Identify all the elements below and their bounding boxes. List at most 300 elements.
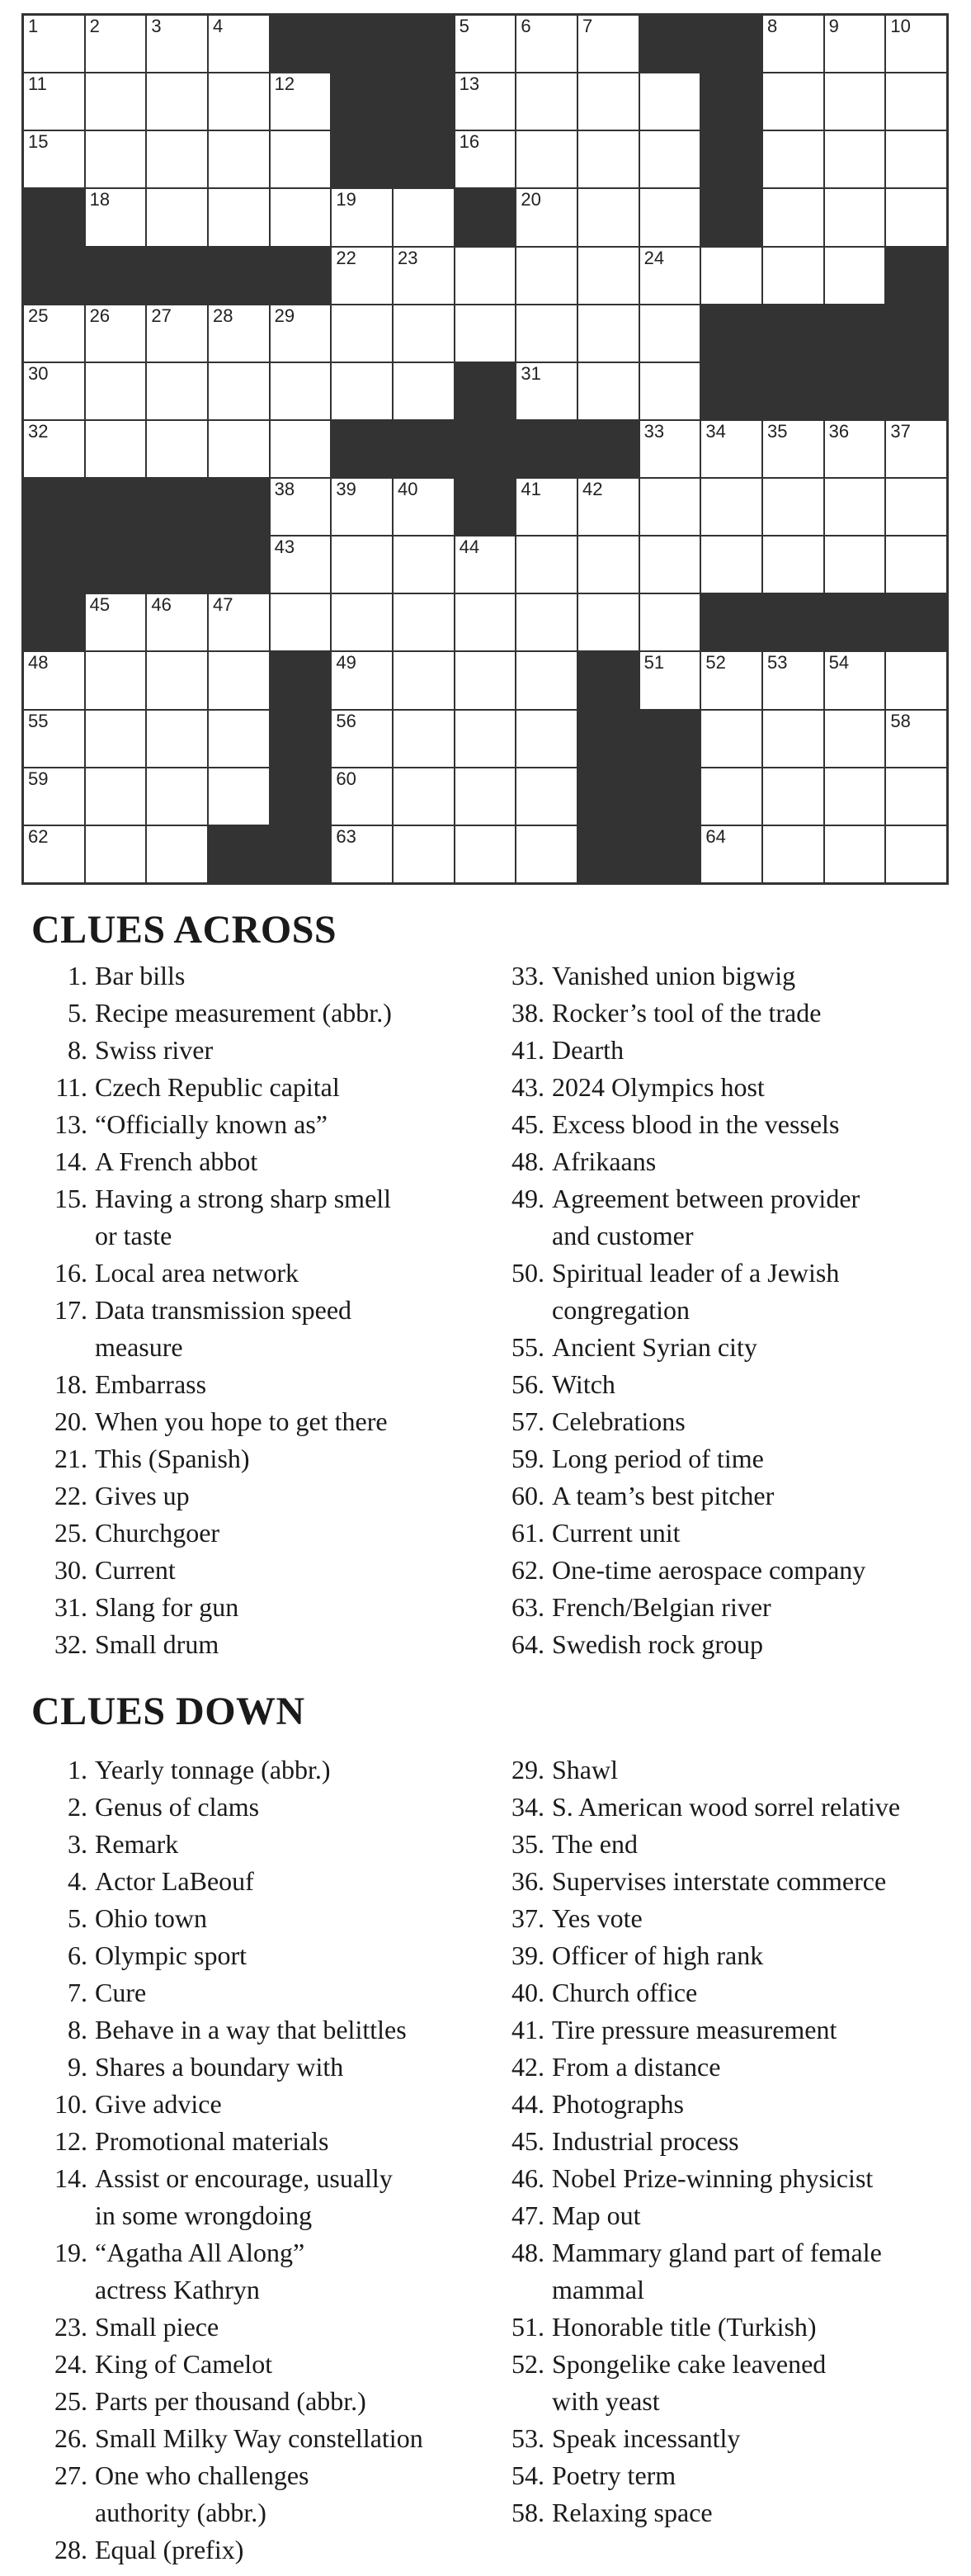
black-square: [86, 248, 146, 304]
grid-cell[interactable]: [86, 421, 146, 477]
black-square: [701, 73, 761, 130]
grid-cell[interactable]: [147, 652, 207, 708]
grid-cell[interactable]: [578, 363, 639, 419]
clue-item: [41, 1366, 470, 1403]
grid-cell[interactable]: [455, 826, 516, 882]
grid-cell[interactable]: [825, 826, 885, 882]
black-square: [701, 16, 761, 72]
black-square: [455, 363, 516, 419]
cell-number: 2: [89, 16, 100, 36]
clue-text: Yes vote: [552, 1903, 643, 1933]
grid-cell[interactable]: [640, 594, 700, 650]
black-square: [271, 711, 331, 767]
grid-cell[interactable]: [516, 479, 577, 535]
grid-cell[interactable]: [825, 131, 885, 187]
grid-cell[interactable]: [886, 189, 946, 245]
grid-cell[interactable]: [86, 305, 146, 362]
cell-number: 31: [521, 362, 541, 384]
cell-number: 7: [582, 16, 593, 36]
clue-number: [41, 2494, 95, 2531]
clue-item: [493, 2494, 964, 2531]
clue-text: Slang for gun: [95, 1592, 239, 1622]
clue-number: 48.: [511, 2238, 544, 2267]
clue-item: [41, 1032, 470, 1069]
grid-cell[interactable]: [763, 768, 823, 825]
clue-text: Photographs: [552, 2089, 684, 2119]
clue-number: 17.: [54, 1295, 87, 1325]
clue-continuation: [493, 1217, 955, 1255]
clue-number: 15.: [54, 1184, 87, 1213]
grid-cell[interactable]: [147, 768, 207, 825]
cell-number: 56: [336, 710, 356, 731]
clue-item: [493, 1143, 955, 1180]
grid-cell[interactable]: [455, 768, 516, 825]
grid-cell[interactable]: [24, 711, 84, 767]
grid-cell[interactable]: [455, 536, 516, 593]
grid-cell[interactable]: [455, 594, 516, 650]
grid-cell[interactable]: [147, 16, 207, 72]
grid-cell[interactable]: [763, 479, 823, 535]
grid-cell[interactable]: [332, 711, 392, 767]
black-square: [578, 768, 639, 825]
clue-item: [41, 2123, 503, 2160]
cell-number: 62: [28, 825, 49, 847]
grid-cell[interactable]: [209, 711, 269, 767]
clue-item: [41, 2049, 503, 2086]
grid-cell[interactable]: [271, 73, 331, 130]
grid-cell[interactable]: [455, 73, 516, 130]
clue-item: [41, 2011, 503, 2049]
grid-cell[interactable]: [332, 768, 392, 825]
black-square: [640, 711, 700, 767]
grid-cell[interactable]: [394, 479, 454, 535]
clue-item: [41, 1937, 503, 1974]
clue-text: Parts per thousand (abbr.): [95, 2386, 366, 2416]
grid-cell[interactable]: [147, 594, 207, 650]
grid-cell[interactable]: [147, 826, 207, 882]
grid-cell[interactable]: [886, 768, 946, 825]
grid-cell[interactable]: [394, 652, 454, 708]
clue-item: [41, 1552, 470, 1589]
grid-cell[interactable]: [24, 131, 84, 187]
grid-cell[interactable]: [578, 479, 639, 535]
grid-cell[interactable]: [394, 248, 454, 304]
black-square: [886, 363, 946, 419]
grid-cell[interactable]: [825, 768, 885, 825]
grid-cell[interactable]: [147, 131, 207, 187]
clue-text: Data transmission speed: [95, 1295, 352, 1325]
grid-cell[interactable]: [332, 305, 392, 362]
clue-item: [493, 2346, 964, 2383]
clue-continuation: [41, 1217, 470, 1255]
clue-text: authority (abbr.): [95, 2498, 266, 2527]
clue-text: Assist or encourage, usually: [95, 2163, 393, 2193]
grid-cell[interactable]: [24, 73, 84, 130]
clue-text: King of Camelot: [95, 2349, 273, 2379]
clue-number: 28.: [54, 2535, 87, 2564]
grid-cell[interactable]: [332, 189, 392, 245]
clue-text: Witch: [552, 1369, 615, 1399]
grid-cell[interactable]: [86, 652, 146, 708]
clue-number: 9.: [68, 2052, 87, 2082]
grid-cell[interactable]: [578, 594, 639, 650]
grid-cell[interactable]: [455, 131, 516, 187]
grid-cell[interactable]: [886, 16, 946, 72]
grid-cell[interactable]: [640, 363, 700, 419]
black-square: [886, 594, 946, 650]
black-square: [332, 131, 392, 187]
clue-item: [493, 2420, 964, 2457]
clue-number: 27.: [54, 2460, 87, 2490]
clue-text: Having a strong sharp smell: [95, 1184, 392, 1213]
grid-cell[interactable]: [24, 652, 84, 708]
grid-cell[interactable]: [24, 826, 84, 882]
grid-cell[interactable]: [578, 189, 639, 245]
grid-cell[interactable]: [332, 248, 392, 304]
grid-cell[interactable]: [209, 421, 269, 477]
clue-text: Small drum: [95, 1629, 219, 1659]
grid-cell[interactable]: [886, 711, 946, 767]
grid-cell[interactable]: [578, 131, 639, 187]
grid-cell[interactable]: [147, 189, 207, 245]
grid-cell[interactable]: [271, 189, 331, 245]
clue-item: [41, 1292, 470, 1329]
grid-cell[interactable]: [825, 536, 885, 593]
clue-text: Rocker’s tool of the trade: [552, 998, 822, 1028]
grid-cell[interactable]: [271, 594, 331, 650]
clue-number: 30.: [54, 1555, 87, 1585]
clue-text: Officer of high rank: [552, 1940, 764, 1970]
grid-cell[interactable]: [825, 189, 885, 245]
clue-number: 35.: [511, 1829, 544, 1859]
grid-cell[interactable]: [332, 536, 392, 593]
clue-item: [493, 2309, 964, 2346]
clue-number: 20.: [54, 1406, 87, 1436]
grid-cell[interactable]: [516, 363, 577, 419]
grid-cell[interactable]: [147, 421, 207, 477]
grid-cell[interactable]: [701, 421, 761, 477]
grid-cell[interactable]: [24, 305, 84, 362]
cell-number: 55: [28, 710, 49, 731]
clue-number: 55.: [511, 1332, 544, 1362]
grid-cell[interactable]: [701, 711, 761, 767]
clue-number: 39.: [511, 1940, 544, 1970]
grid-cell[interactable]: [763, 826, 823, 882]
clue-number: 16.: [54, 1258, 87, 1288]
clue-number: [41, 2197, 95, 2234]
grid-cell[interactable]: [701, 536, 761, 593]
clue-number: [41, 1217, 95, 1255]
grid-cell[interactable]: [640, 652, 700, 708]
clue-number: 60.: [511, 1481, 544, 1510]
cell-number: 13: [459, 73, 480, 95]
grid-cell[interactable]: [886, 479, 946, 535]
clue-text: Mammary gland part of female: [552, 2238, 882, 2267]
grid-cell[interactable]: [640, 248, 700, 304]
grid-cell[interactable]: [394, 594, 454, 650]
clue-text: Small Milky Way constellation: [95, 2423, 423, 2453]
clue-number: 49.: [511, 1184, 544, 1213]
grid-cell[interactable]: [701, 479, 761, 535]
grid-cell[interactable]: [640, 73, 700, 130]
grid-cell[interactable]: [209, 594, 269, 650]
clue-text: in some wrongdoing: [95, 2200, 313, 2230]
grid-cell[interactable]: [332, 826, 392, 882]
cell-number: 6: [521, 16, 531, 36]
grid-cell[interactable]: [640, 305, 700, 362]
black-square: [701, 594, 761, 650]
grid-cell[interactable]: [147, 363, 207, 419]
grid-cell[interactable]: [763, 421, 823, 477]
grid-cell[interactable]: [332, 479, 392, 535]
clue-item: [493, 957, 955, 995]
grid-cell[interactable]: [455, 652, 516, 708]
black-square: [455, 189, 516, 245]
clue-number: 46.: [511, 2163, 544, 2193]
grid-cell[interactable]: [271, 305, 331, 362]
grid-cell[interactable]: [516, 826, 577, 882]
grid-cell[interactable]: [701, 826, 761, 882]
cell-number: 22: [336, 247, 356, 268]
clue-item: [493, 1180, 955, 1217]
clue-text: Bar bills: [95, 961, 186, 990]
grid-cell[interactable]: [886, 536, 946, 593]
grid-cell[interactable]: [209, 73, 269, 130]
grid-cell[interactable]: [763, 189, 823, 245]
clue-item: [493, 1552, 955, 1589]
cell-number: 33: [643, 420, 665, 442]
cell-number: 16: [459, 131, 480, 153]
grid-cell[interactable]: [763, 711, 823, 767]
clue-number: 32.: [54, 1629, 87, 1659]
grid-cell[interactable]: [209, 363, 269, 419]
black-square: [701, 131, 761, 187]
grid-cell[interactable]: [763, 248, 823, 304]
grid-cell[interactable]: [86, 16, 146, 72]
clue-continuation: [493, 2383, 964, 2420]
grid-cell[interactable]: [825, 16, 885, 72]
clue-number: 47.: [511, 2200, 544, 2230]
grid-cell[interactable]: [455, 16, 516, 72]
clue-number: 22.: [54, 1481, 87, 1510]
grid-cell[interactable]: [86, 826, 146, 882]
clue-item: [493, 2234, 964, 2271]
black-square: [394, 73, 454, 130]
clue-number: 36.: [511, 1866, 544, 1896]
across-clues-left: [41, 957, 470, 1663]
grid-cell[interactable]: [332, 594, 392, 650]
grid-cell[interactable]: [516, 189, 577, 245]
grid-cell[interactable]: [394, 536, 454, 593]
grid-cell[interactable]: [825, 73, 885, 130]
clue-item: [41, 2160, 503, 2197]
grid-cell[interactable]: [394, 768, 454, 825]
clue-number: 3.: [68, 1829, 87, 1859]
cell-number: 37: [890, 420, 911, 442]
grid-cell[interactable]: [86, 73, 146, 130]
grid-cell[interactable]: [578, 16, 639, 72]
grid-cell[interactable]: [763, 536, 823, 593]
black-square: [394, 16, 454, 72]
grid-cell[interactable]: [271, 421, 331, 477]
black-square: [271, 826, 331, 882]
clue-number: 19.: [54, 2238, 87, 2267]
grid-cell[interactable]: [640, 189, 700, 245]
cell-number: 27: [151, 305, 172, 326]
grid-cell[interactable]: [455, 711, 516, 767]
grid-cell[interactable]: [271, 363, 331, 419]
clue-text: Nobel Prize-winning physicist: [552, 2163, 874, 2193]
cell-number: 10: [890, 16, 911, 36]
clue-number: 58.: [511, 2498, 544, 2527]
cell-number: 5: [459, 16, 469, 36]
grid-cell[interactable]: [886, 73, 946, 130]
grid-cell[interactable]: [578, 73, 639, 130]
crossword-grid: [21, 13, 949, 885]
grid-cell[interactable]: [516, 248, 577, 304]
clue-text: with yeast: [552, 2386, 660, 2416]
grid-cell[interactable]: [147, 305, 207, 362]
clue-text: Celebrations: [552, 1406, 686, 1436]
clue-text: Poetry term: [552, 2460, 676, 2490]
clue-text: Churchgoer: [95, 1518, 220, 1548]
clue-text: A team’s best pitcher: [552, 1481, 775, 1510]
cell-number: 60: [336, 768, 356, 789]
grid-cell[interactable]: [24, 421, 84, 477]
grid-cell[interactable]: [516, 711, 577, 767]
grid-cell[interactable]: [886, 131, 946, 187]
grid-cell[interactable]: [209, 189, 269, 245]
across-clues-right: [493, 957, 955, 1663]
clue-number: 24.: [54, 2349, 87, 2379]
clue-number: 8.: [68, 2015, 87, 2044]
grid-cell[interactable]: [640, 536, 700, 593]
clue-text: Equal (prefix): [95, 2535, 244, 2564]
grid-cell[interactable]: [271, 536, 331, 593]
grid-cell[interactable]: [516, 652, 577, 708]
grid-cell[interactable]: [455, 305, 516, 362]
clue-text: Tire pressure measurement: [552, 2015, 837, 2044]
clue-number: 38.: [511, 998, 544, 1028]
grid-cell[interactable]: [701, 248, 761, 304]
grid-cell[interactable]: [394, 711, 454, 767]
grid-cell[interactable]: [578, 536, 639, 593]
grid-cell[interactable]: [578, 305, 639, 362]
clue-number: 7.: [68, 1978, 87, 2007]
clue-number: [41, 2271, 95, 2309]
grid-cell[interactable]: [209, 768, 269, 825]
grid-cell[interactable]: [271, 131, 331, 187]
grid-cell[interactable]: [763, 16, 823, 72]
grid-cell[interactable]: [640, 421, 700, 477]
clue-item: [493, 2011, 964, 2049]
clue-text: Spiritual leader of a Jewish: [552, 1258, 840, 1288]
grid-cell[interactable]: [271, 479, 331, 535]
grid-cell[interactable]: [455, 248, 516, 304]
grid-cell[interactable]: [701, 768, 761, 825]
grid-cell[interactable]: [86, 363, 146, 419]
grid-cell[interactable]: [394, 189, 454, 245]
grid-cell[interactable]: [825, 479, 885, 535]
grid-cell[interactable]: [516, 16, 577, 72]
grid-cell[interactable]: [209, 305, 269, 362]
black-square: [578, 652, 639, 708]
clue-item: [41, 2383, 503, 2420]
clue-number: 37.: [511, 1903, 544, 1933]
grid-cell[interactable]: [394, 363, 454, 419]
clue-text: Promotional materials: [95, 2126, 329, 2156]
grid-cell[interactable]: [332, 652, 392, 708]
grid-cell[interactable]: [640, 131, 700, 187]
grid-cell[interactable]: [209, 652, 269, 708]
grid-cell[interactable]: [516, 536, 577, 593]
clue-text: Local area network: [95, 1258, 299, 1288]
grid-cell[interactable]: [825, 652, 885, 708]
grid-cell[interactable]: [886, 652, 946, 708]
grid-cell[interactable]: [825, 248, 885, 304]
grid-cell[interactable]: [209, 131, 269, 187]
grid-cell[interactable]: [209, 16, 269, 72]
grid-cell[interactable]: [24, 768, 84, 825]
grid-cell[interactable]: [86, 768, 146, 825]
clue-text: Actor LaBeouf: [95, 1866, 254, 1896]
grid-cell[interactable]: [516, 768, 577, 825]
grid-cell[interactable]: [516, 131, 577, 187]
grid-cell[interactable]: [86, 594, 146, 650]
grid-cell[interactable]: [24, 363, 84, 419]
grid-cell[interactable]: [886, 826, 946, 882]
cell-number: 52: [705, 652, 726, 674]
clue-continuation: [41, 2197, 503, 2234]
grid-cell[interactable]: [516, 73, 577, 130]
cell-number: 64: [705, 825, 726, 847]
grid-cell[interactable]: [763, 73, 823, 130]
clue-item: [41, 2086, 503, 2123]
grid-cell[interactable]: [394, 826, 454, 882]
clue-number: 29.: [511, 1755, 544, 1784]
grid-cell[interactable]: [763, 131, 823, 187]
grid-cell[interactable]: [86, 711, 146, 767]
grid-cell[interactable]: [147, 711, 207, 767]
grid-cell[interactable]: [24, 16, 84, 72]
grid-cell[interactable]: [763, 652, 823, 708]
clue-item: [41, 1477, 470, 1515]
black-square: [825, 305, 885, 362]
grid-cell[interactable]: [332, 363, 392, 419]
clue-number: 54.: [511, 2460, 544, 2490]
grid-cell[interactable]: [516, 594, 577, 650]
grid-cell[interactable]: [86, 189, 146, 245]
clue-text: Ohio town: [95, 1903, 207, 1933]
grid-cell[interactable]: [825, 711, 885, 767]
cell-number: 54: [828, 652, 850, 674]
clue-text: Embarrass: [95, 1369, 207, 1399]
grid-cell[interactable]: [516, 305, 577, 362]
clue-item: [493, 1329, 955, 1366]
grid-cell[interactable]: [701, 652, 761, 708]
grid-cell[interactable]: [578, 248, 639, 304]
grid-cell[interactable]: [147, 73, 207, 130]
grid-cell[interactable]: [886, 421, 946, 477]
grid-cell[interactable]: [825, 421, 885, 477]
clue-text: 2024 Olympics host: [552, 1072, 765, 1102]
clue-item: [41, 1626, 470, 1663]
grid-cell[interactable]: [86, 131, 146, 187]
clue-text: Dearth: [552, 1035, 625, 1065]
grid-cell[interactable]: [640, 479, 700, 535]
grid-cell[interactable]: [394, 305, 454, 362]
clue-number: 25.: [54, 2386, 87, 2416]
